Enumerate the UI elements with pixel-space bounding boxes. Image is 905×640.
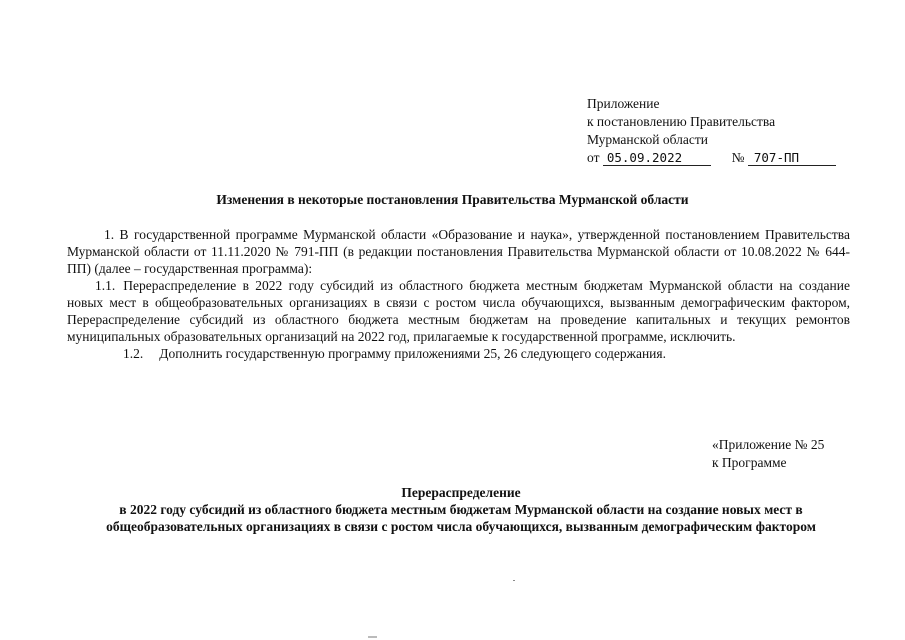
approval-date: 05.09.2022 [603,150,711,166]
paragraph-1-2-text: Дополнить государственную программу приложениями 25, 26 следующего содержания. [159,346,666,361]
approval-line-2: к постановлению Правительства [587,114,776,129]
paragraph-1-1-text: Перераспределение в 2022 году субсидий из областного бюджета местным бюджетам Мурманской области на создание новых мест в общеобразовательных организациях в связи с ростом числа обучающихся, вызванным демографическим фактором, Перераспределение субсидий из областного бюджета местным бюджетам на проведение капитальных и текущих ремонтов муниципальных образовательных организаций на 2022 год, прилагаемые к государственной программе, исключить. [67,278,850,344]
annex-reference [712,436,824,472]
approval-number: 707-ПП [748,150,836,166]
annex-title-line-1: Перераспределение [401,485,521,500]
approval-stamp [587,95,836,167]
approval-line-1: Приложение [587,96,660,111]
annex-title [66,484,856,535]
paragraph-1-2-number: 1.2. [123,346,144,361]
paragraph-1: 1. В государственной программе Мурманской области «Образование и наука», утвержденной постановлением Правительства Мурманской области от 11.11.2020 № 791-ПП (в редакции постановления Правительства Мурманской области от 10.08.2022 № 644-ПП) (далее – государственная программа): [67,227,850,276]
date-prefix: от [587,150,600,165]
annex-reference-line-1: «Приложение № 25 [712,437,825,452]
document-title: Изменения в некоторые постановления Правительства Мурманской области [216,192,689,207]
approval-line-3: Мурманской области [587,132,708,147]
number-prefix: № [731,150,745,165]
scan-speck [368,636,377,638]
approval-date-line [587,149,836,167]
paragraph-1-1-number: 1.1. [95,278,116,293]
paragraph-1-2 [67,345,850,362]
scan-speck [513,580,515,581]
paragraph-1-1 [67,277,850,345]
annex-title-line-2: в 2022 году субсидий из областного бюджета местным бюджетам Мурманской области на создание новых мест в общеобразовательных организациях в связи с ростом числа обучающихся, вызванным демографическим фактором [106,502,816,534]
annex-reference-line-2: к Программе [712,455,787,470]
document-body [67,226,850,362]
